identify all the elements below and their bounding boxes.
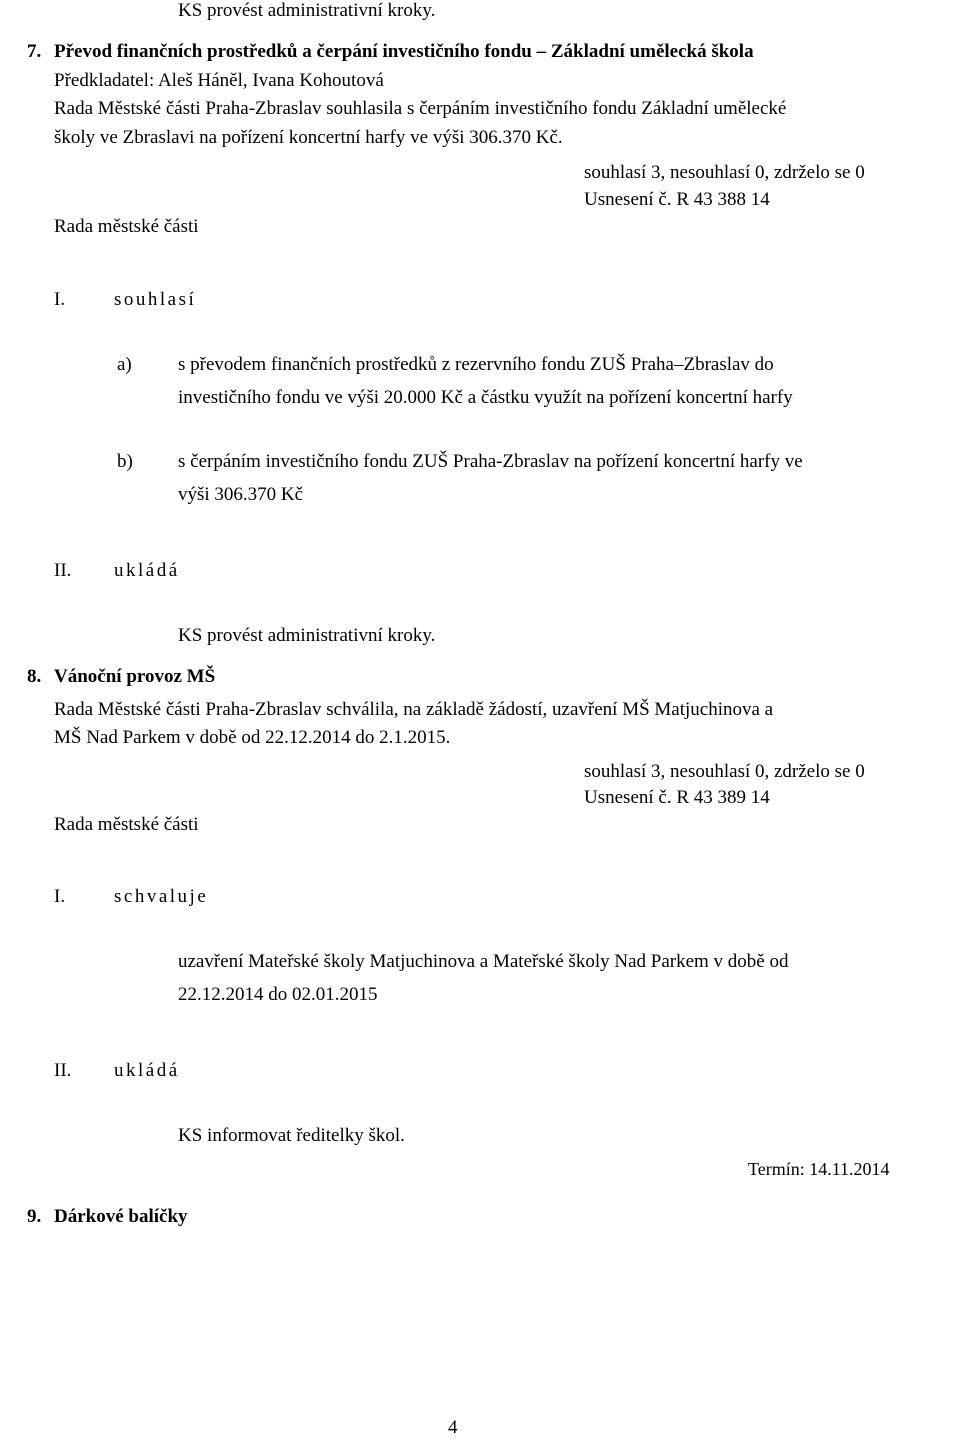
- item7-text-line2: školy ve Zbraslavi na pořízení koncertní harfy ve výši 306.370 Kč.: [54, 127, 563, 148]
- item7-part1-verb: souhlasí: [114, 289, 197, 310]
- item8-part2-number: II.: [54, 1060, 72, 1081]
- item7-a-line2: investičního fondu ve výši 20.000 Kč a částku využít na pořízení koncertní harfy: [178, 387, 793, 408]
- item9-number: 9.: [27, 1206, 42, 1227]
- item8-title: Vánoční provoz MŠ: [54, 666, 216, 687]
- item8-number: 8.: [27, 666, 42, 687]
- item7-council: Rada městské části: [54, 216, 199, 237]
- item8-resolution-number: Usnesení č. R 43 389 14: [584, 787, 770, 808]
- item8-approval-line1: uzavření Mateřské školy Matjuchinova a Mateřské školy Nad Parkem v době od: [178, 951, 789, 972]
- item7-title: Převod finančních prostředků a čerpání investičního fondu – Základní umělecká škola: [54, 41, 754, 62]
- item8-part2-verb: ukládá: [114, 1060, 180, 1081]
- item8-part1-number: I.: [54, 886, 66, 907]
- item8-part1-verb: schvaluje: [114, 886, 209, 907]
- item7-a-line1: s převodem finančních prostředků z rezervního fondu ZUŠ Praha–Zbraslav do: [178, 354, 774, 375]
- item7-text-line1: Rada Městské části Praha-Zbraslav souhlasila s čerpáním investičního fondu Základní umělecké: [54, 98, 787, 119]
- item8-task: KS informovat ředitelky škol.: [178, 1125, 405, 1146]
- item8-approval-line2: 22.12.2014 do 02.01.2015: [178, 984, 378, 1005]
- item7-resolution-number: Usnesení č. R 43 388 14: [584, 189, 770, 210]
- item7-task: KS provést administrativní kroky.: [178, 625, 436, 646]
- item7-part1-number: I.: [54, 289, 66, 310]
- item7-submitters: Předkladatel: Aleš Háněl, Ivana Kohoutová: [54, 70, 384, 91]
- item8-text-line2: MŠ Nad Parkem v době od 22.12.2014 do 2.1.2015.: [54, 727, 451, 748]
- item7-b-line2: výši 306.370 Kč: [178, 484, 304, 505]
- item8-vote: souhlasí 3, nesouhlasí 0, zdrželo se 0: [584, 761, 865, 782]
- item8-council: Rada městské části: [54, 814, 199, 835]
- item7-a-label: a): [117, 354, 132, 375]
- top-task-text: KS provést administrativní kroky.: [178, 0, 436, 21]
- item8-text-line1: Rada Městské části Praha-Zbraslav schválila, na základě žádostí, uzavření MŠ Matjuchinova a: [54, 699, 774, 720]
- item7-part2-verb: ukládá: [114, 560, 180, 581]
- item7-b-line1: s čerpáním investičního fondu ZUŠ Praha-Zbraslav na pořízení koncertní harfy ve: [178, 451, 803, 472]
- item7-part2-number: II.: [54, 560, 72, 581]
- item8-deadline: Termín: 14.11.2014: [748, 1159, 890, 1179]
- item7-number: 7.: [27, 41, 42, 62]
- item7-vote: souhlasí 3, nesouhlasí 0, zdrželo se 0: [584, 162, 865, 183]
- item9-title: Dárkové balíčky: [54, 1206, 188, 1227]
- page-number: 4: [448, 1417, 458, 1438]
- item7-b-label: b): [117, 451, 133, 472]
